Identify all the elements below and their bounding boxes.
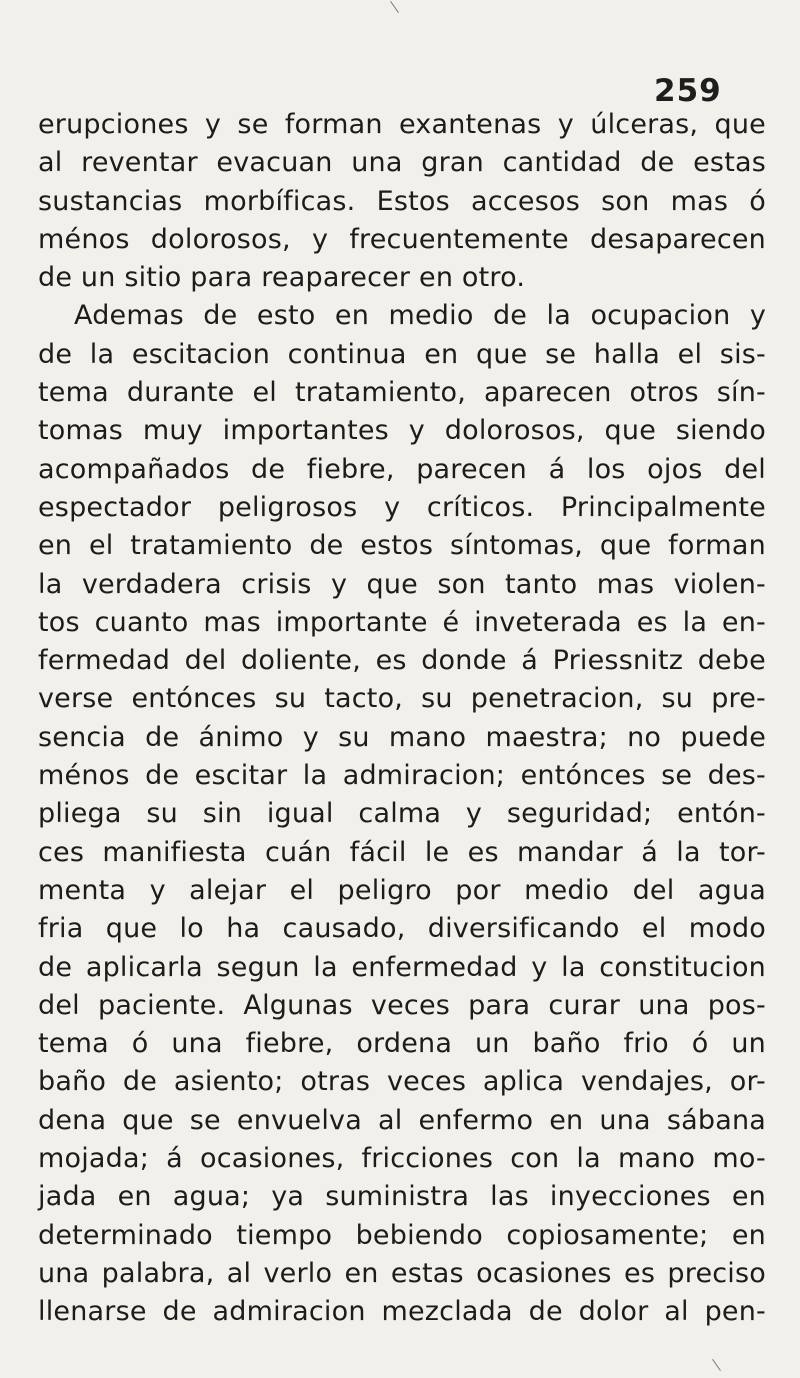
text-line: erupciones y se forman exantenas y úlceras, que (38, 109, 766, 140)
text-line: fria que lo ha causado, diversificando el modo (38, 913, 766, 945)
text-line: menta y alejar el peligro por medio del agua (38, 874, 766, 906)
text-line: determinado tiempo bebiendo copiosamente; en (38, 1219, 766, 1251)
text-line: de la escitacion continua en que se halla el sis- (38, 338, 766, 370)
text-line: fermedad del doliente, es donde á Priessnitz debe (38, 645, 766, 677)
text-line: al reventar evacuan una gran cantidad de estas (38, 147, 766, 179)
scan-mark (712, 1359, 721, 1371)
text-line: del paciente. Algunas veces para curar una pos- (38, 989, 766, 1021)
text-line: llenarse de admiracion mezclada de dolor al pen- (38, 1296, 766, 1328)
text-line: espectador peligrosos y críticos. Principalmente (38, 491, 766, 523)
text-line: tema durante el tratamiento, aparecen otros sín- (38, 377, 766, 409)
text-line: jada en agua; ya suministra las inyecciones en (38, 1181, 766, 1213)
body-text (38, 106, 766, 1332)
page-number: 259 (654, 73, 722, 109)
text-line: en el tratamiento de estos síntomas, que forman (38, 530, 766, 562)
text-line: tos cuanto mas importante é inveterada es la en- (38, 606, 766, 638)
text-line: mojada; á ocasiones, fricciones con la mano mo- (38, 1143, 766, 1175)
text-line: tema ó una fiebre, ordena un baño frio ó un (38, 1028, 766, 1060)
text-line: verse entónces su tacto, su penetracion, su pre- (38, 683, 766, 715)
text-line: de un sitio para reaparecer en otro. (38, 262, 526, 294)
text-line: ménos dolorosos, y frecuentemente desaparecen (38, 223, 766, 255)
text-line: Ademas de esto en medio de la ocupacion y (74, 300, 766, 332)
text-line: dena que se envuelva al enfermo en una sábana (38, 1104, 766, 1136)
text-line: acompañados de fiebre, parecen á los ojos del (38, 453, 766, 485)
text-line: sencia de ánimo y su mano maestra; no puede (38, 721, 766, 753)
text-line: ces manifiesta cuán fácil le es mandar á la tor- (38, 836, 766, 868)
text-line: tomas muy importantes y dolorosos, que siendo (38, 415, 766, 447)
text-line: la verdadera crisis y que son tanto mas violen- (38, 568, 766, 600)
text-line: sustancias morbíficas. Estos accesos son mas ó (38, 185, 766, 217)
scan-mark (390, 1, 399, 13)
text-line: de aplicarla segun la enfermedad y la constitucion (38, 951, 766, 983)
text-line: una palabra, al verlo en estas ocasiones es preciso (38, 1257, 766, 1289)
text-line: baño de asiento; otras veces aplica vendajes, or- (38, 1066, 766, 1098)
text-line: pliega su sin igual calma y seguridad; entón- (38, 798, 766, 830)
text-line: ménos de escitar la admiracion; entónces se des- (38, 760, 766, 792)
